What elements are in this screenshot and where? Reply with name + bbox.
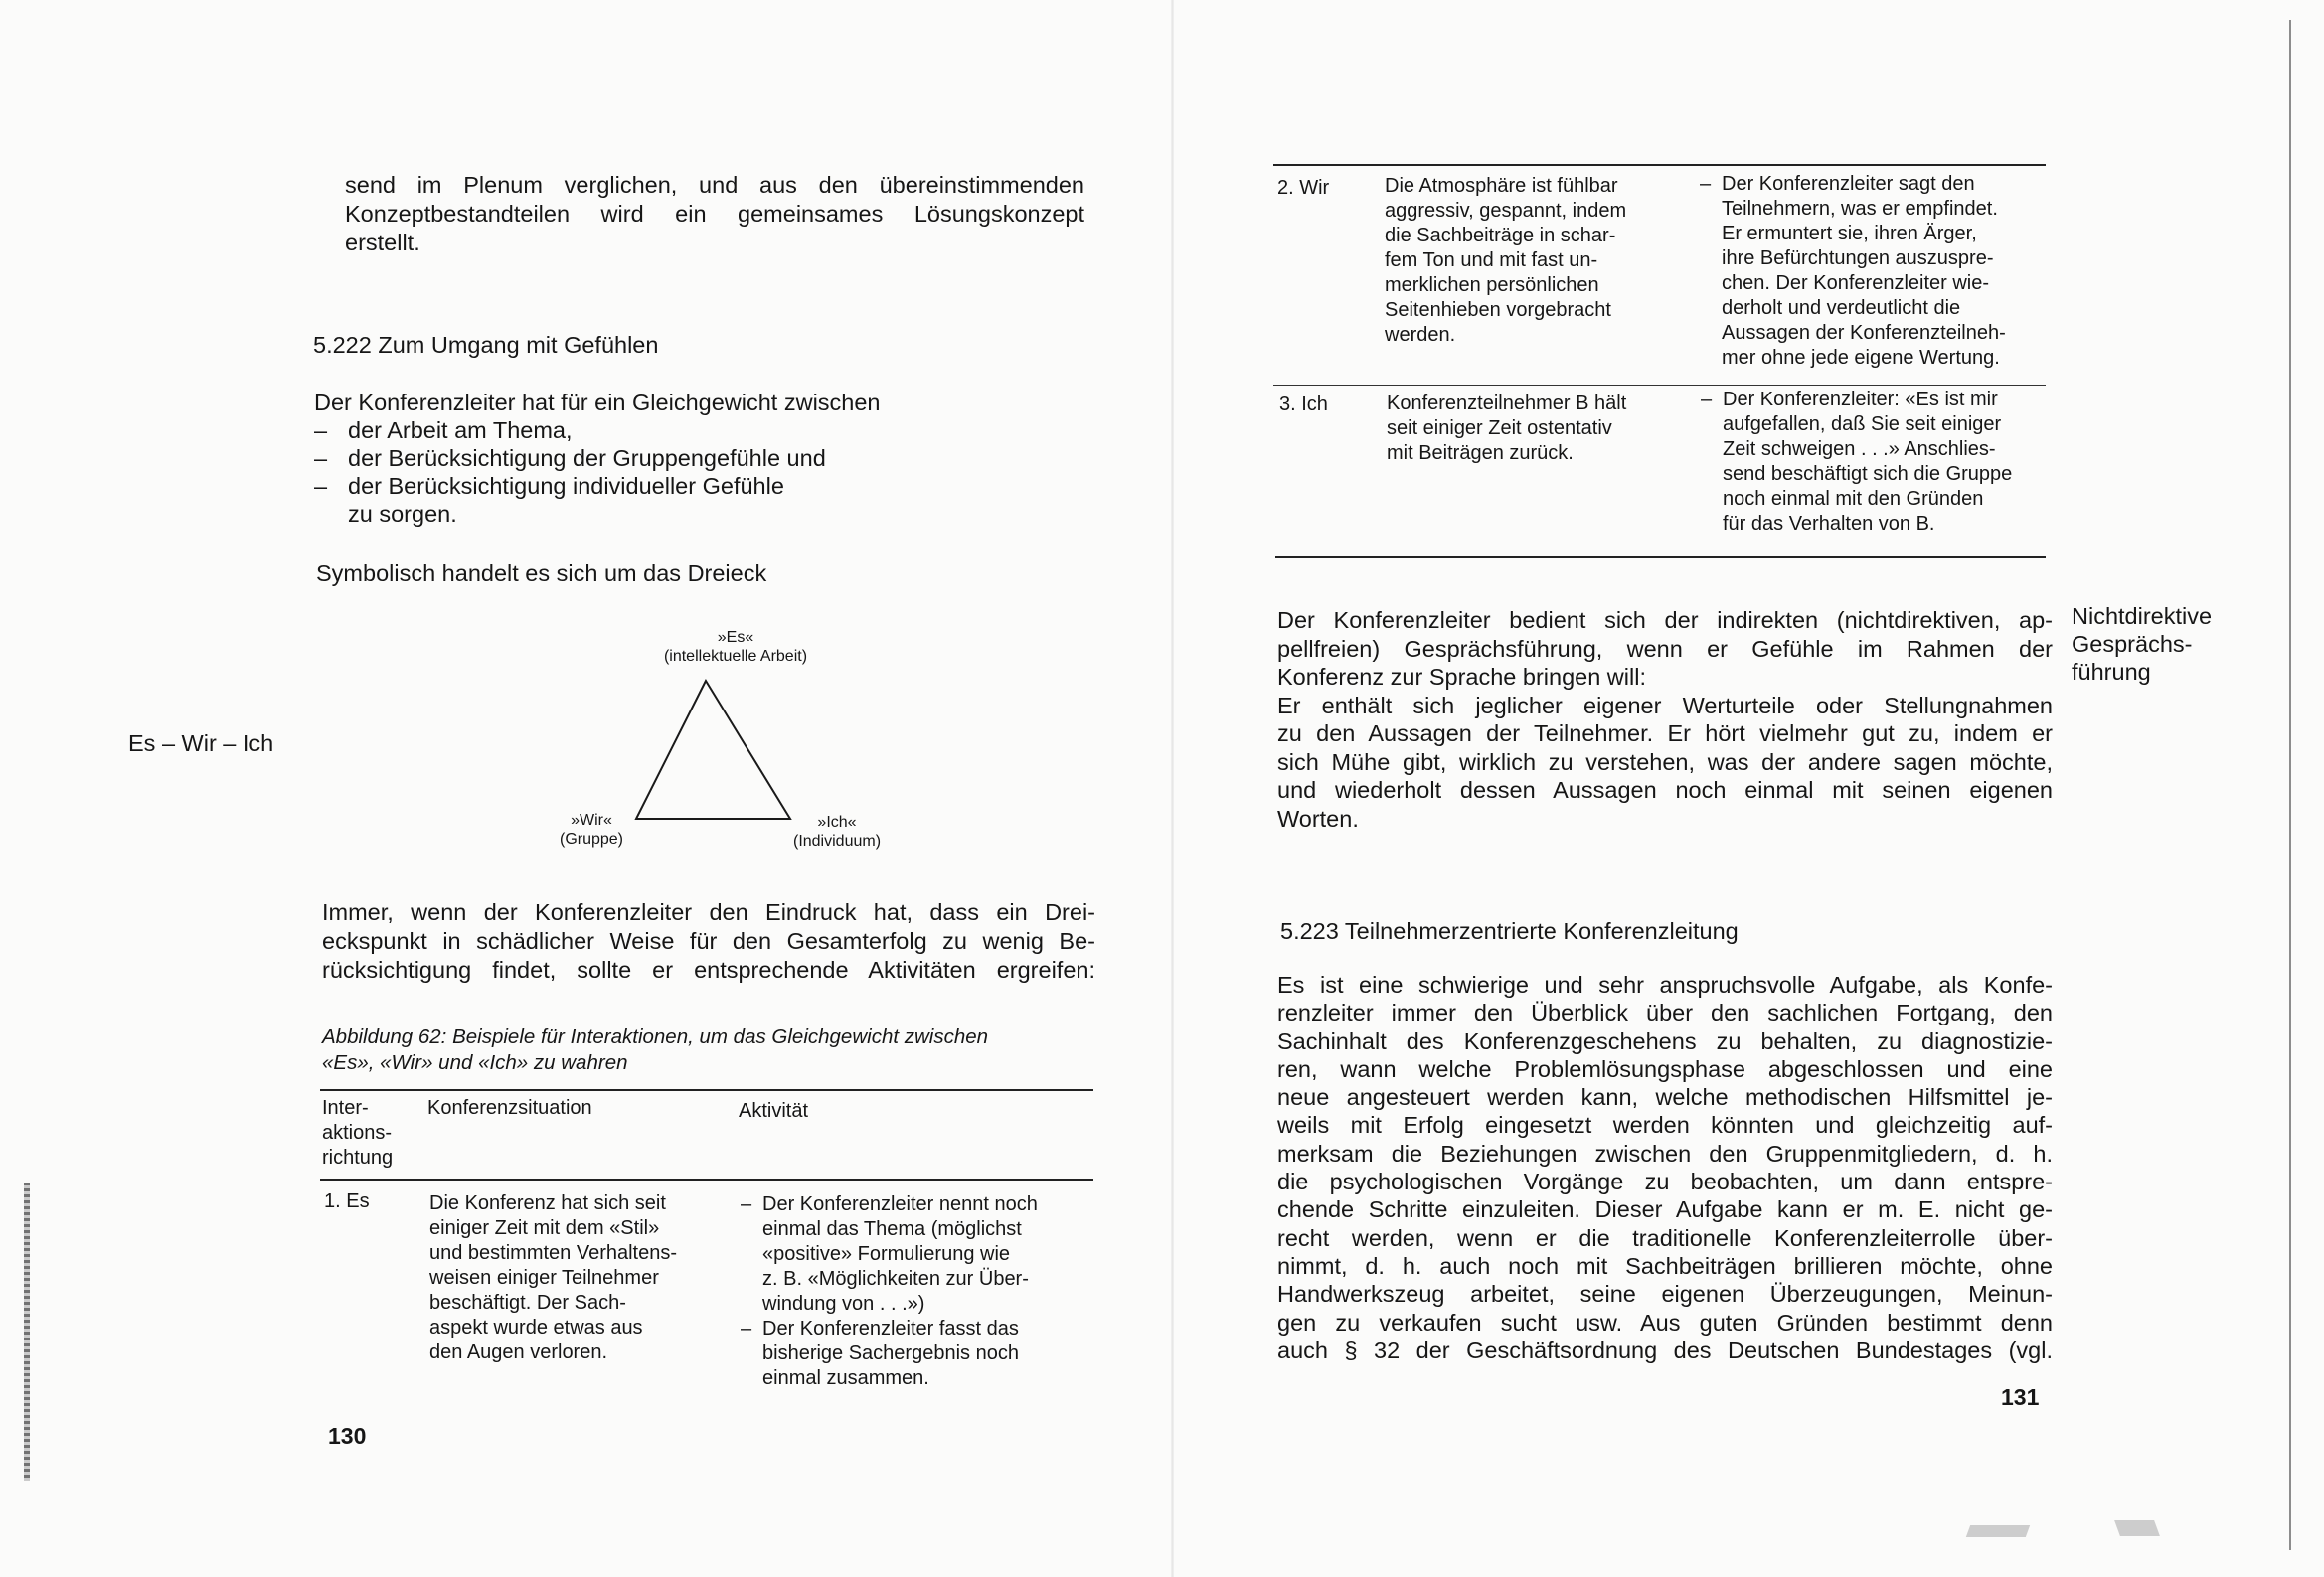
situation-line: seit einiger Zeit ostentativ <box>1387 417 1612 439</box>
row3-situation <box>1387 392 1705 466</box>
activity-item <box>741 1317 1108 1391</box>
scan-smudge <box>1966 1525 2030 1537</box>
paragraph-line: neue angesteuert werden kann, welche methodischen Hilfsmittel je- <box>1277 1084 2053 1111</box>
balance-item: – der Berücksichtigung der Gruppengefühle und <box>314 444 1070 472</box>
paragraph-line: Immer, wenn der Konferenzleiter den Eindruck hat, dass ein Drei- <box>322 899 1095 925</box>
paragraph-line: die psychologischen Vorgänge zu beobachten, um dann entspre- <box>1277 1169 2053 1195</box>
activity-line: z. B. «Möglichkeiten zur Über- <box>762 1268 1029 1290</box>
situation-line: Seitenhieben vorgebracht <box>1385 299 1611 321</box>
scan-smudge <box>2114 1520 2160 1536</box>
activity-line: Teilnehmern, was er empfindet. <box>1722 198 1998 220</box>
situation-line: und bestimmten Verhaltens- <box>429 1242 678 1264</box>
balance-item: – der Arbeit am Thema, <box>314 416 1070 444</box>
situation-line: Konferenzteilnehmer B hält <box>1387 393 1627 414</box>
triangle-paragraph <box>322 898 1095 985</box>
symbol-sentence: Symbolisch handelt es sich um das Dreieck <box>316 560 767 586</box>
section-heading-5-222: 5.222 Zum Umgang mit Gefühlen <box>313 332 659 358</box>
paragraph-line: weils mit Erfolg eingesetzt werden könnten und gleichzeitig auf- <box>1277 1112 2053 1139</box>
row2-situation <box>1385 174 1703 348</box>
header-situation: Konferenzsituation <box>427 1097 592 1119</box>
nondirective-paragraph <box>1277 606 2053 833</box>
balance-intro: Der Konferenzleiter hat für ein Gleichgewicht zwischen <box>314 390 881 415</box>
paragraph-line: sich Mühe gibt, wirklich zu verstehen, was der andere sagen möchte, <box>1277 748 2053 775</box>
activity-line: ihre Befürchtungen auszuspre- <box>1722 247 1994 269</box>
wir-label: »Wir« <box>571 812 612 829</box>
activity-line: für das Verhalten von B. <box>1723 513 1935 535</box>
balance-block <box>314 389 1070 528</box>
margin-note-line: führung <box>2072 659 2151 685</box>
table-continued-top-rule <box>1273 164 2046 166</box>
scan-edge-right <box>2289 20 2291 1550</box>
situation-line: aggressiv, gespannt, indem <box>1385 200 1627 222</box>
paragraph-line: Er enthält sich jeglicher eigener Werturteile oder Stellungnahmen <box>1277 692 2053 718</box>
activity-line: – Der Konferenzleiter fasst das <box>762 1318 1019 1340</box>
margin-note-es-wir-ich: Es – Wir – Ich <box>128 730 274 756</box>
row3-direction: 3. Ich <box>1279 394 1328 415</box>
paragraph-line: pellfreien) Gesprächsführung, wenn er Gefühle im Rahmen der <box>1277 635 2053 662</box>
scan-edge-left <box>24 1183 30 1481</box>
activity-line: aufgefallen, daß Sie seit einiger <box>1723 413 2002 435</box>
caption-line: «Es», «Wir» und «Ich» zu wahren <box>322 1051 628 1074</box>
triangle-right-label <box>762 813 912 851</box>
row3-activity <box>1701 388 2059 537</box>
activity-line: einmal das Thema (möglichst <box>762 1218 1022 1240</box>
ich-label: »Ich« <box>817 814 857 831</box>
row2-direction: 2. Wir <box>1277 177 1330 199</box>
paragraph-line: Konferenz zur Sprache bringen will: <box>1277 664 1646 690</box>
paragraph-line: Der Konferenzleiter bedient sich der indirekten (nichtdirektiven, ap- <box>1277 607 2053 633</box>
situation-line: weisen einiger Teilnehmer <box>429 1267 659 1289</box>
intro-line: send im Plenum verglichen, und aus den übereinstimmenden <box>345 172 1084 198</box>
intro-line: Konzeptbestandteilen wird ein gemeinsames Lösungskonzept <box>345 201 1084 227</box>
paragraph-line: Handwerkszeug arbeitet, seine eigenen Überzeugungen, Meinun- <box>1277 1281 2053 1308</box>
paragraph-line: zu den Aussagen der Teilnehmer. Er hört vielmehr gut zu, indem er <box>1277 720 2053 746</box>
activity-line: – Der Konferenzleiter: «Es ist mir <box>1723 389 1998 410</box>
paragraph-line: merksam die Beziehungen zwischen den Gruppenmitgliedern, d. h. <box>1277 1140 2053 1167</box>
situation-line: fem Ton und mit fast un- <box>1385 249 1598 271</box>
triangle-outline <box>636 681 790 819</box>
paragraph-line: und wiederholt dessen Aussagen noch einmal mit seinen eigenen <box>1277 777 2053 803</box>
activity-item <box>1701 388 2059 537</box>
table-bottom-rule <box>1275 556 2046 558</box>
balance-list <box>314 416 1070 500</box>
caption-line: Abbildung 62: Beispiele für Interaktionen, um das Gleichgewicht zwischen <box>322 1025 989 1048</box>
es-label: »Es« <box>717 629 754 646</box>
row1-situation <box>429 1191 728 1365</box>
margin-note-line: Gesprächs- <box>2072 631 2193 657</box>
situation-line: einiger Zeit mit dem «Stil» <box>429 1217 660 1239</box>
row1-direction: 1. Es <box>324 1190 370 1212</box>
table-top-rule <box>320 1089 1093 1091</box>
situation-line: den Augen verloren. <box>429 1341 608 1363</box>
paragraph-line: renzleiter immer den Überblick über den sachlichen Fortgang, den <box>1277 1000 2053 1026</box>
margin-note-nichtdirektive <box>2072 602 2212 686</box>
activity-line: derholt und verdeutlicht die <box>1722 297 1961 319</box>
margin-note-line: Nichtdirektive <box>2072 603 2213 629</box>
situation-line: werden. <box>1385 324 1456 346</box>
participant-centered-paragraph <box>1277 971 2053 1364</box>
paragraph-line: recht werden, wenn er die traditionelle Konferenzleiterrolle über- <box>1277 1224 2053 1251</box>
activity-line: «positive» Formulierung wie <box>762 1243 1011 1265</box>
activity-line: Aussagen der Konferenzteilneh- <box>1722 322 2006 344</box>
paragraph-line: Sachinhalt des Konferenzgeschehens zu behalten, zu diagnostizie- <box>1277 1027 2053 1054</box>
paragraph-line: gen zu verkaufen sucht usw. Aus guten Gründen bestimmt denn <box>1277 1309 2053 1336</box>
triangle-left-label <box>527 811 656 849</box>
right-page <box>1173 0 2324 1577</box>
intro-line: erstellt. <box>345 230 420 255</box>
header-direction-line: aktions- <box>322 1122 393 1144</box>
wir-sublabel: (Gruppe) <box>559 831 624 848</box>
activity-line: windung von . . .») <box>762 1293 925 1315</box>
triangle-diagram <box>527 624 924 863</box>
activity-item <box>741 1192 1108 1317</box>
activity-line: bisherige Sachergebnis noch <box>762 1342 1019 1364</box>
paragraph-line: ren, wann welche Problemlösungsphase abgeschlossen und eine <box>1277 1055 2053 1082</box>
es-sublabel: (intellektuelle Arbeit) <box>663 648 808 665</box>
balance-item: – der Berücksichtigung individueller Gefühle <box>314 472 1070 500</box>
situation-line: aspekt wurde etwas aus <box>429 1317 643 1339</box>
paragraph-line: chende Schritte einzuleiten. Dieser Aufgabe kann er m. E. nicht ge- <box>1277 1196 2053 1223</box>
activity-line: Zeit schweigen . . .» Anschlies- <box>1723 438 1996 460</box>
activity-line: send beschäftigt sich die Gruppe <box>1723 463 2013 485</box>
activity-line: chen. Der Konferenzleiter wie- <box>1722 272 1990 294</box>
balance-end: zu sorgen. <box>348 501 457 527</box>
row1-activity <box>741 1192 1108 1391</box>
paragraph-line: eckspunkt in schädlicher Weise für den Gesamterfolg zu wenig Be- <box>322 928 1095 954</box>
table-header-rule <box>320 1179 1093 1181</box>
activity-line: noch einmal mit den Gründen <box>1723 488 1984 510</box>
situation-line: Die Konferenz hat sich seit <box>429 1192 666 1214</box>
header-activity: Aktivität <box>739 1100 809 1122</box>
activity-line: – Der Konferenzleiter sagt den <box>1722 173 1975 195</box>
row-separator-rule <box>1273 385 2046 386</box>
paragraph-line: auch § 32 der Geschäftsordnung des Deutschen Bundestages (vgl. <box>1277 1337 2053 1363</box>
header-direction-line: Inter- <box>322 1097 369 1119</box>
activity-line: Er ermuntert sie, ihren Ärger, <box>1722 223 1977 244</box>
activity-line: – Der Konferenzleiter nennt noch <box>762 1193 1038 1215</box>
situation-line: beschäftigt. Der Sach- <box>429 1292 626 1314</box>
paragraph-line: nimmt, d. h. auch noch mit Sachbeiträgen brillieren möchte, ohne <box>1277 1252 2053 1279</box>
paragraph-line: Worten. <box>1277 805 1359 832</box>
situation-line: merklichen persönlichen <box>1385 274 1599 296</box>
paragraph-line: rücksichtigung findet, sollte er entsprechende Aktivitäten ergreifen: <box>322 957 1095 983</box>
activity-item <box>1700 172 2058 371</box>
situation-line: Die Atmosphäre ist fühlbar <box>1385 175 1618 197</box>
page-number-right: 131 <box>2001 1384 2040 1410</box>
header-direction <box>322 1096 393 1171</box>
figure-caption <box>322 1025 1097 1076</box>
activity-line: mer ohne jede eigene Wertung. <box>1722 347 2000 369</box>
situation-line: mit Beiträgen zurück. <box>1387 442 1574 464</box>
section-heading-5-223: 5.223 Teilnehmerzentrierte Konferenzleitung <box>1280 918 1739 944</box>
page-number-left: 130 <box>328 1423 367 1449</box>
header-direction-line: richtung <box>322 1147 394 1169</box>
row2-activity <box>1700 172 2058 371</box>
paragraph-line: Es ist eine schwierige und sehr anspruchsvolle Aufgabe, als Konfe- <box>1277 972 2053 998</box>
ich-sublabel: (Individuum) <box>792 833 882 850</box>
intro-paragraph <box>345 171 1084 257</box>
activity-line: einmal zusammen. <box>762 1367 929 1389</box>
situation-line: die Sachbeiträge in schar- <box>1385 225 1616 246</box>
